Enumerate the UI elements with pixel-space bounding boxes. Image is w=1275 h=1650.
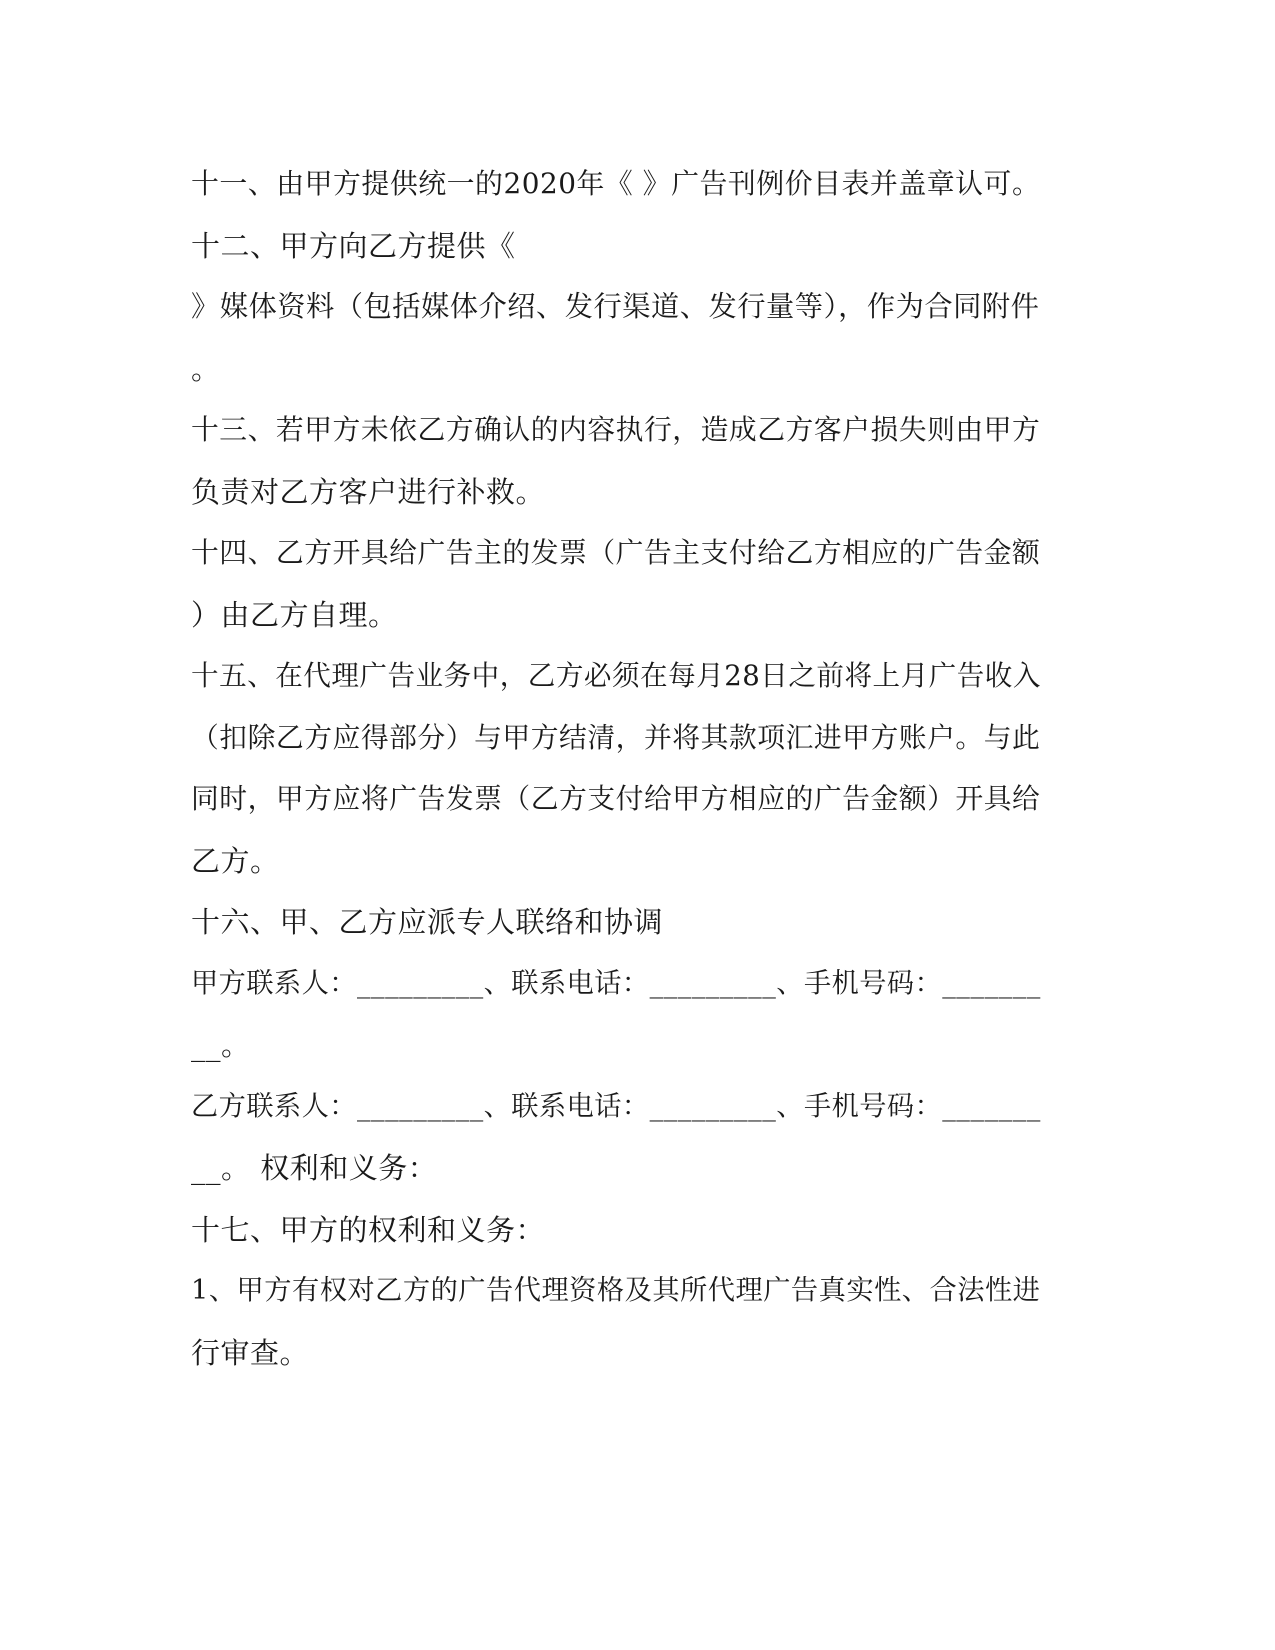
clause-14-line-2: ）由乙方自理。 xyxy=(191,598,398,632)
clause-15-line-3: 同时，甲方应将广告发票（乙方支付给甲方相应的广告金额）开具给 xyxy=(191,782,1041,815)
clause-15-line-2: （扣除乙方应得部分）与甲方结清，并将其款项汇进甲方账户。与此 xyxy=(191,721,1041,754)
clause-13-line-2: 负责对乙方客户进行补救。 xyxy=(191,475,546,509)
clause-17-item-1-line-1: 1、甲方有权对乙方的广告代理资格及其所代理广告真实性、合法性进 xyxy=(191,1275,1041,1306)
clause-11-line: 十一、由甲方提供统一的2020年《 》广告刊例价目表并盖章认可。 xyxy=(191,167,1041,200)
party-b-contact-line-2: __。 权利和义务： xyxy=(191,1151,438,1185)
clause-16-line: 十六、甲、乙方应派专人联络和协调 xyxy=(191,905,664,939)
party-a-contact-line-1: 甲方联系人：_________、联系电话：_________、手机号码：_______ xyxy=(191,968,1041,999)
clause-15-line-4: 乙方。 xyxy=(191,844,280,878)
party-a-contact-line-2: __。 xyxy=(191,1028,251,1062)
clause-17-heading: 十七、甲方的权利和义务： xyxy=(191,1213,546,1247)
clause-14-line-1: 十四、乙方开具给广告主的发票（广告主支付给乙方相应的广告金额 xyxy=(191,536,1041,569)
clause-15-line-1: 十五、在代理广告业务中，乙方必须在每月28日之前将上月广告收入 xyxy=(191,659,1041,692)
clause-13-line-1: 十三、若甲方未依乙方确认的内容执行，造成乙方客户损失则由甲方 xyxy=(191,413,1041,446)
clause-17-item-1-line-2: 行审查。 xyxy=(191,1336,310,1370)
clause-12-line-3: 。 xyxy=(191,352,221,386)
clause-12-line-1: 十二、甲方向乙方提供《 xyxy=(191,229,516,263)
clause-12-line-2: 》媒体资料（包括媒体介绍、发行渠道、发行量等），作为合同附件 xyxy=(191,290,1040,323)
party-b-contact-line-1: 乙方联系人：_________、联系电话：_________、手机号码：_______ xyxy=(191,1091,1041,1122)
